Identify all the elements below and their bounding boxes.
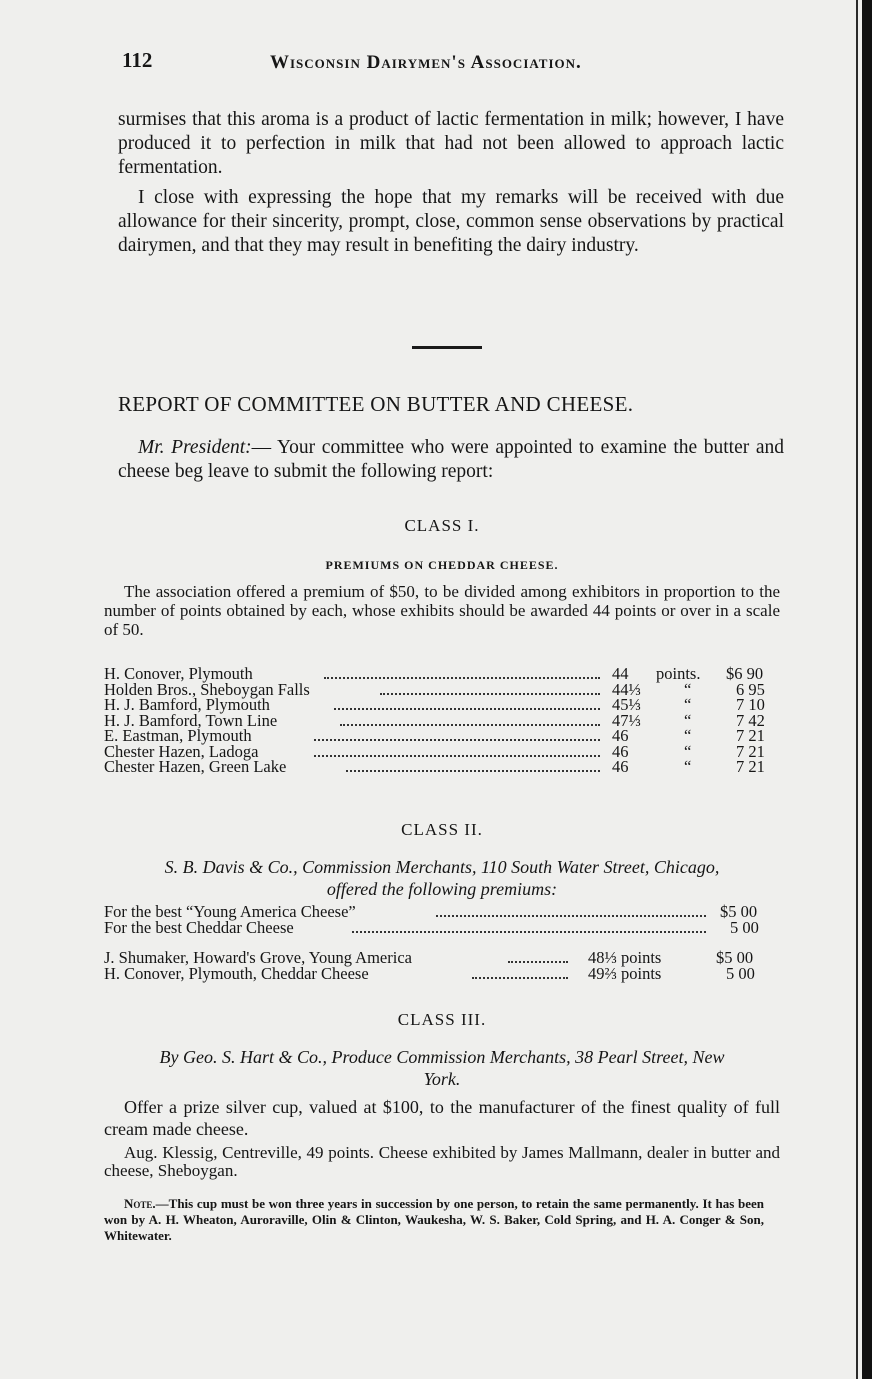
leader-dots — [314, 755, 600, 757]
footnote — [104, 1196, 764, 1244]
leader-dots — [314, 739, 600, 741]
class3-offer-line1: By Geo. S. Hart & Co., Produce Commission Merchants, 38 Pearl Street, New — [159, 1047, 725, 1067]
class2-offer-line1: S. B. Davis & Co., Commission Merchants, 110 South Water Street, Chicago, — [164, 857, 720, 877]
footnote-label: Note. — [124, 1196, 156, 1211]
points-value: 46 — [612, 726, 629, 745]
leader-dots — [346, 770, 600, 772]
class2-offer-line2: offered the following premiums: — [326, 879, 558, 899]
class1-text: The association offered a premium of $50, to be divided among exhibitors in proportion to the number of points obtained by each, whose exhibits should be awarded 44 points or over in a scale of 50. — [104, 582, 780, 639]
premium-amount: 7 21 — [736, 726, 765, 745]
points-value: 46 — [612, 741, 629, 761]
points-unit: “ — [684, 710, 692, 730]
premium-amount: 6 95 — [736, 679, 765, 699]
class2-premium-list — [104, 904, 776, 935]
premium-label: For the best “Young America Cheese” — [104, 902, 356, 921]
points-value: 44 — [612, 664, 629, 683]
winner-name: J. Shumaker, Howard's Grove, Young America — [104, 948, 412, 967]
footnote-text: —This cup must be won three years in succession by one person, to retain the same permanently. It has been won by A. H. Wheaton, Auroraville, Olin & Clinton, Waukesha, W. S. Baker, Cold Spring, and H. A. Conger & Son, Whitewater. — [104, 1196, 764, 1243]
leader-dots — [334, 708, 600, 710]
points-unit: “ — [684, 695, 692, 714]
premium-amount: $6 90 — [726, 664, 764, 683]
table-row — [104, 917, 776, 937]
book-page — [100, 38, 784, 1243]
premium-amount: 7 21 — [736, 741, 765, 761]
intro-text: — Your committee who were appointed to examine the butter and cheese beg leave to submit the following report: — [118, 437, 784, 482]
exhibitor-name: Chester Hazen, Ladoga — [104, 741, 259, 761]
leader-dots — [324, 677, 600, 679]
class3-winner: Aug. Klessig, Centreville, 49 points. Cheese exhibited by James Mallmann, dealer in butter and cheese, Sheboygan. — [104, 1143, 780, 1180]
premium-amount: 5 00 — [726, 963, 755, 983]
leader-dots — [340, 724, 600, 726]
class1-award-list — [104, 666, 776, 775]
leader-dots — [352, 931, 706, 933]
points-unit: “ — [684, 741, 692, 761]
class2-heading: CLASS II. — [401, 820, 483, 839]
leader-dots — [380, 693, 600, 695]
premium-amount: 5 00 — [730, 917, 759, 937]
page-number: 112 — [122, 48, 153, 72]
report-title: REPORT OF COMMITTEE ON BUTTER AND CHEESE. — [118, 392, 634, 416]
premium-amount: $5 00 — [720, 902, 758, 921]
exhibitor-name: Holden Bros., Sheboygan Falls — [104, 679, 310, 699]
points-value: 49⅔ points — [588, 963, 662, 983]
points-unit: “ — [684, 757, 692, 776]
premium-amount: 7 42 — [736, 710, 765, 730]
paragraph-aroma: surmises that this aroma is a product of lactic fermentation in milk; however, I have produced it to perfection in milk that had not been allowed to approach lactic fermentation. — [118, 109, 784, 178]
points-unit: “ — [684, 726, 692, 745]
leader-dots — [472, 977, 568, 979]
premium-label: For the best Cheddar Cheese — [104, 917, 294, 937]
winner-name: H. Conover, Plymouth, Cheddar Cheese — [104, 963, 369, 983]
class3-text: Offer a prize silver cup, valued at $100, to the manufacturer of the finest quality of full cream made cheese. — [104, 1097, 780, 1139]
report-intro — [118, 436, 784, 484]
premium-amount: $5 00 — [716, 948, 754, 967]
exhibitor-name: H. J. Bamford, Plymouth — [104, 695, 270, 714]
running-title: Wisconsin Dairymen's Association. — [270, 52, 582, 73]
points-value: 47⅓ — [612, 710, 641, 730]
table-row — [104, 963, 776, 983]
class3-offer — [100, 1046, 784, 1090]
points-value: 46 — [612, 757, 629, 776]
page-edge-line — [856, 0, 858, 1379]
paragraph-closing: I close with expressing the hope that my remarks will be received with due allowance for their sincerity, prompt, close, common sense observations by practical dairymen, and that they may result in benefiting the dairy industry. — [118, 187, 784, 256]
premium-amount: 7 10 — [736, 695, 765, 714]
section-divider — [412, 346, 482, 349]
closing-remarks — [118, 108, 784, 258]
table-row — [104, 759, 776, 775]
leader-dots — [436, 915, 706, 917]
premium-amount: 7 21 — [736, 757, 765, 776]
class3-heading: CLASS III. — [397, 1010, 487, 1029]
exhibitor-name: Chester Hazen, Green Lake — [104, 757, 287, 776]
salutation: Mr. President: — [138, 437, 252, 458]
points-value: 48⅓ points — [588, 948, 662, 967]
leader-dots — [508, 961, 568, 963]
exhibitor-name: H. Conover, Plymouth — [104, 664, 253, 683]
running-head — [100, 38, 784, 78]
exhibitor-name: E. Eastman, Plymouth — [104, 726, 252, 745]
class1-subheading: PREMIUMS ON CHEDDAR CHEESE. — [325, 558, 559, 572]
class2-winner-list — [104, 950, 776, 981]
page-edge-shadow — [862, 0, 872, 1379]
class2-offer — [100, 856, 784, 900]
points-unit: “ — [684, 679, 692, 699]
class1-heading: CLASS I. — [404, 516, 480, 535]
points-value: 44⅓ — [612, 679, 641, 699]
class3-offer-line2: York. — [423, 1069, 461, 1089]
exhibitor-name: H. J. Bamford, Town Line — [104, 710, 278, 730]
points-value: 45⅓ — [612, 695, 641, 714]
points-unit: points. — [656, 664, 701, 683]
